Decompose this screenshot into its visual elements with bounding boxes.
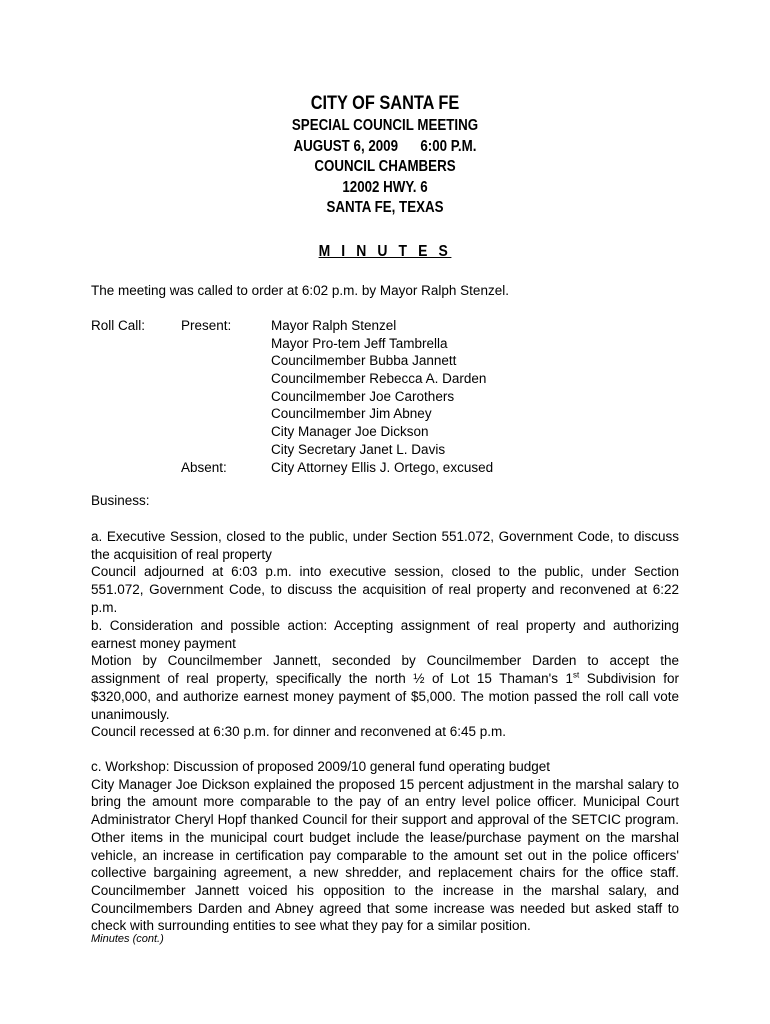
item-a-text: Council adjourned at 6:03 p.m. into executive session, closed to the public, under Section 551.072, Government Code, to discuss the acquisition of real property and reconvened at 6:22 p.m. <box>91 564 679 615</box>
item-a-heading: a. Executive Session, closed to the public, under Section 551.072, Government Code, to discuss the acquisition of real property <box>91 529 679 562</box>
recess-note: Council recessed at 6:30 p.m. for dinner and reconvened at 6:45 p.m. <box>91 724 506 739</box>
minutes-title: M I N U T E S <box>318 243 452 260</box>
present-member: Mayor Ralph Stenzel <box>271 318 397 333</box>
meeting-address: 12002 HWY. 6 <box>342 178 428 196</box>
present-member: City Secretary Janet L. Davis <box>271 441 446 457</box>
meeting-location: COUNCIL CHAMBERS <box>314 158 456 175</box>
present-member: Councilmember Jim Abney <box>271 406 432 422</box>
absent-member: City Attorney Ellis J. Ortego, excused <box>271 459 494 475</box>
roll-call-label: Roll Call: <box>91 318 146 333</box>
meeting-time: 6:00 P.M. <box>420 137 477 155</box>
agenda-item-a <box>91 528 679 617</box>
present-member: Councilmember Rebecca A. Darden <box>271 371 487 387</box>
absent-label: Absent: <box>181 459 227 475</box>
roll-call <box>91 317 679 476</box>
business-label: Business: <box>91 493 150 508</box>
page-footer: Minutes (cont.) <box>91 933 164 945</box>
meeting-date: AUGUST 6, 2009 <box>293 137 399 155</box>
city-title: CITY OF SANTA FE <box>310 93 460 114</box>
call-to-order: The meeting was called to order at 6:02 p.m. by Mayor Ralph Stenzel. <box>91 283 509 298</box>
present-member: City Manager Joe Dickson <box>271 424 429 440</box>
ordinal-superscript: st <box>573 670 580 680</box>
item-b-text-start: Motion by Councilmember Jannett, seconded by Councilmember Darden to accept the assignment of real property, specifically the north ½ of Lot 15 Thaman's 1 <box>91 653 679 687</box>
item-b-text-end: Subdivision for $320,000, and authorize earnest money payment of $5,000. The motion passed the roll call vote unanimously. <box>91 671 679 722</box>
present-label: Present: <box>181 318 232 333</box>
item-c-heading: c. Workshop: Discussion of proposed 2009/10 general fund operating budget <box>91 759 551 774</box>
item-b-heading: b. Consideration and possible action: Accepting assignment of real property and authorizing earnest money payment <box>91 618 679 651</box>
agenda-item-b <box>91 617 679 723</box>
meeting-date-time <box>54 137 716 158</box>
document-header <box>0 92 770 219</box>
present-member: Mayor Pro-tem Jeff Tambrella <box>271 335 448 351</box>
meeting-type: SPECIAL COUNCIL MEETING <box>291 117 479 134</box>
meeting-city-state: SANTA FE, TEXAS <box>326 199 444 216</box>
item-b-text <box>91 652 679 723</box>
present-member: Councilmember Joe Carothers <box>271 388 455 404</box>
agenda-item-c <box>91 758 679 935</box>
present-member: Councilmember Bubba Jannett <box>271 353 457 369</box>
item-c-text: City Manager Joe Dickson explained the proposed 15 percent adjustment in the marshal salary to bring the amount more comparable to the pay of an entry level police officer. Municipal Court Administrator Cheryl Hopf thanked Council for their support and approval of the SETCIC program. Other items in the municipal court budget include the lease/purchase payment on the marshal vehicle, an increase in certification pay comparable to the amount set out in the police officers' collective bargaining agreement, a new shredder, and replacement chairs for the office staff. Councilmember Jannett voiced his opposition to the increase in the marshal salary, and Councilmembers Darden and Abney agreed that some increase was needed but asked staff to check with surrounding entities to see what they pay for a similar position. <box>91 776 679 934</box>
